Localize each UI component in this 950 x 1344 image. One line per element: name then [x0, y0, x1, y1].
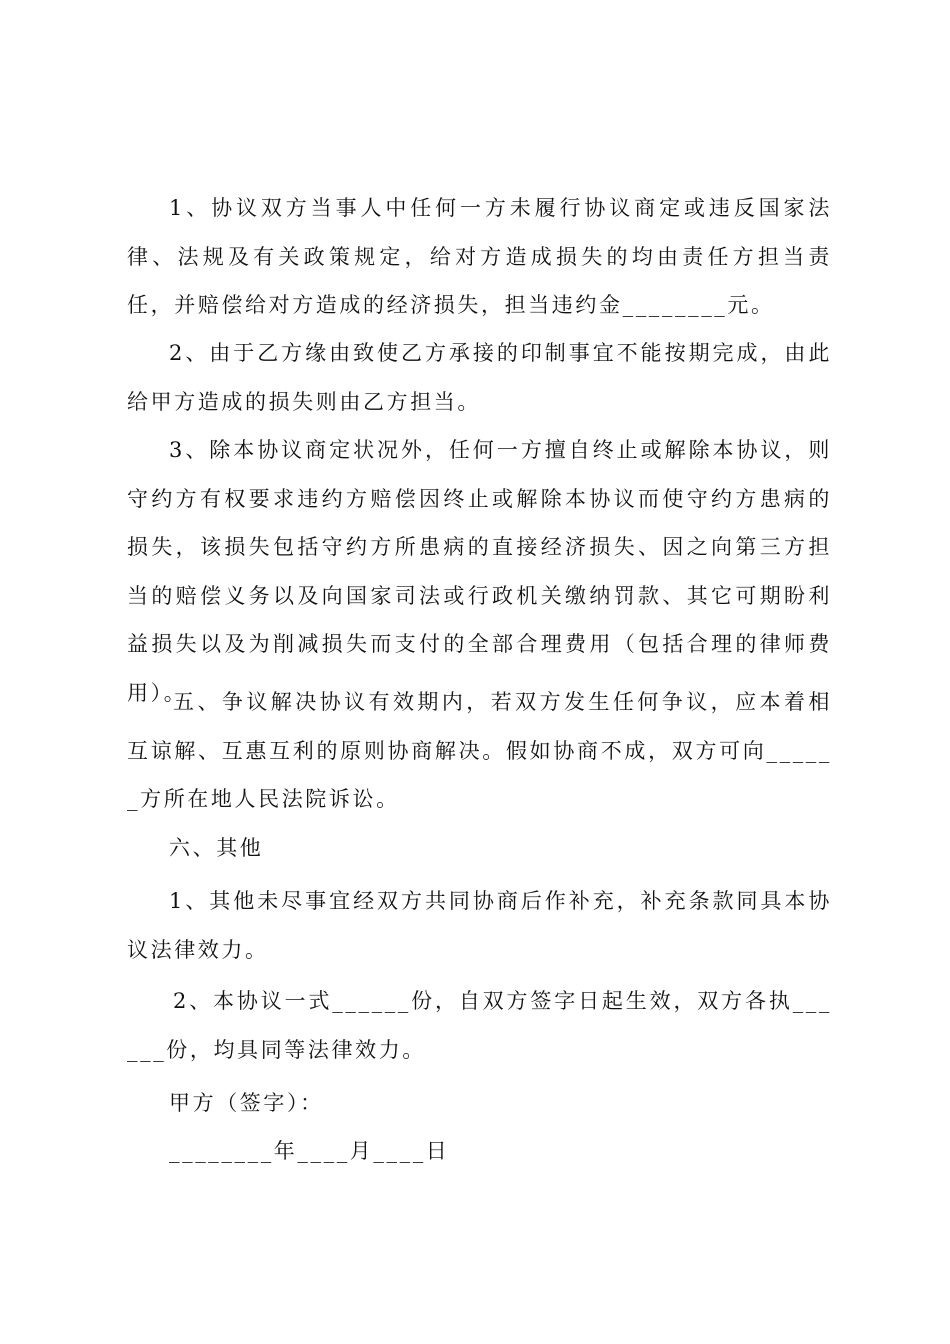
- party-a-signature-label: 甲方（签字）：: [169, 1091, 324, 1115]
- clause-1: 1、协议双方当事人中任何一方未履行协议商定或违反国家法律、法规及有关政策规定，给对方造成损失的均由责任方担当责任，并赔偿给对方造成的经济损失，担当违约金________元。: [127, 196, 832, 317]
- clause-3: 3、除本协议商定状况外，任何一方擅自终止或解除本协议，则守约方有权要求违约方赔偿因终止或解除本协议而使守约方患病的损失，该损失包括守约方所患病的直接经济损失、因之向第三方担当的赔偿义务以及向国家司法或行政机关缴纳罚款、其它可期盼利益损失以及为削减损失而支付的全部合理费用（包括合理的律师费用）。: [127, 438, 832, 705]
- clause-2: 2、由于乙方缘由致使乙方承接的印制事宜不能按期完成，由此给甲方造成的损失则由乙方担当。: [127, 341, 832, 414]
- date-line: ________年____月____日: [169, 1139, 450, 1163]
- section-6-heading: 六、其他: [169, 836, 264, 860]
- section-5-dispute-resolution: 五、争议解决协议有效期内，若双方发生任何争议，应本着相互谅解、互惠互利的原则协商解决。假如协商不成，双方可向______方所在地人民法院诉讼。: [127, 690, 832, 811]
- section-6-item-1: 1、其他未尽事宜经双方共同协商后作补充，补充条款同具本协议法律效力。: [127, 889, 832, 962]
- section-6-item-2: 2、本协议一式______份，自双方签字日起生效，双方各执______份，均具同等法律效力。: [127, 989, 832, 1062]
